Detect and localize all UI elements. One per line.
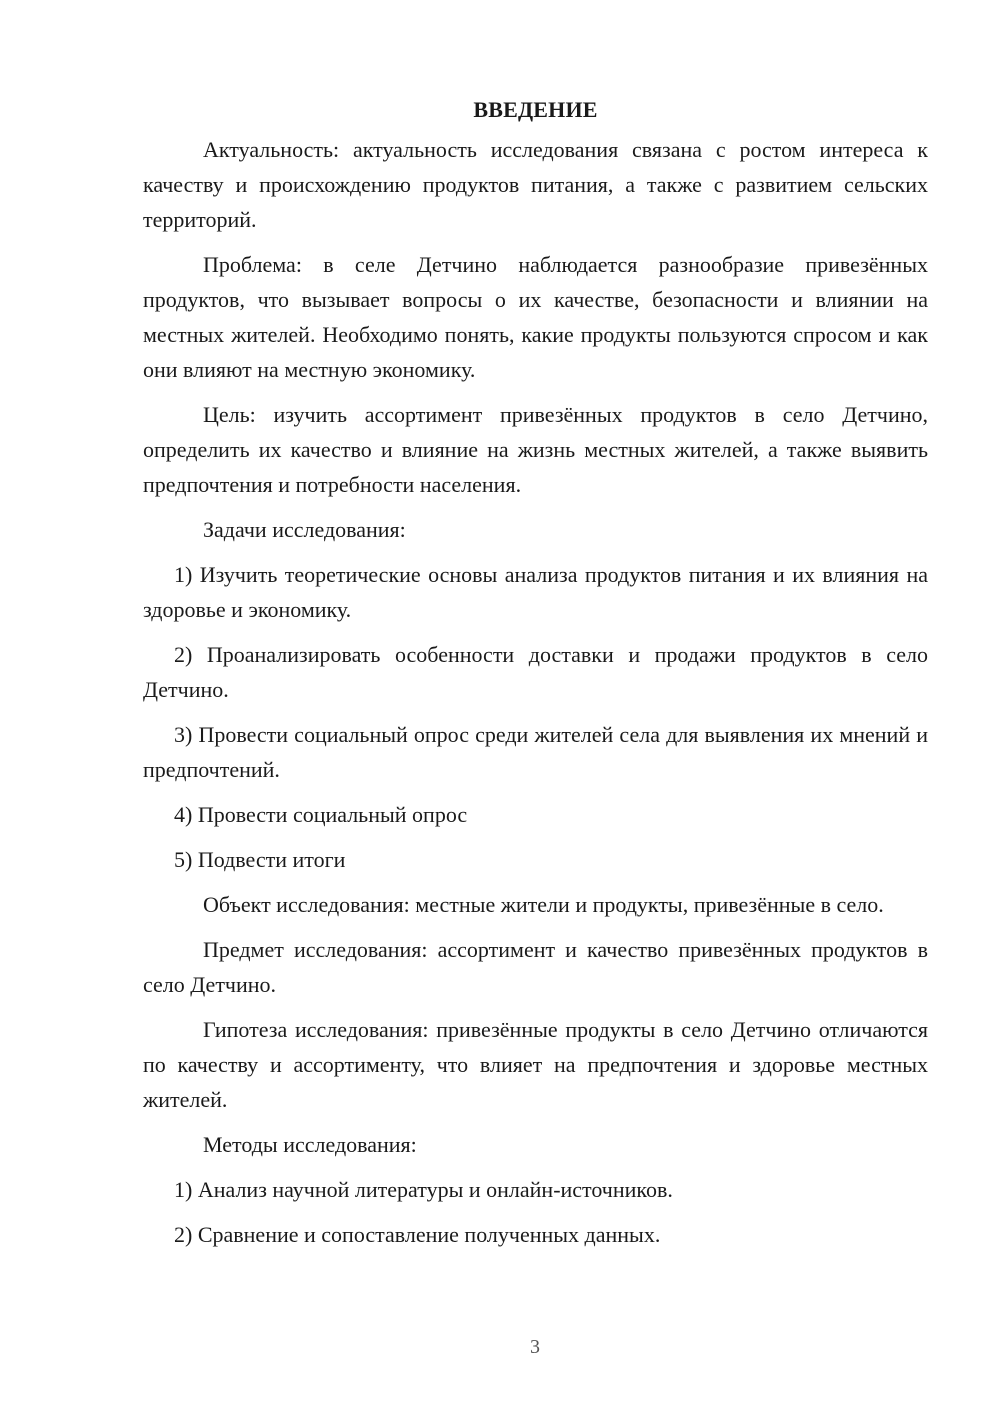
task-item-3: 3) Провести социальный опрос среди жителей села для выявления их мнений и предпочтений. [143,722,928,782]
page-number: 3 [530,1336,540,1358]
paragraph-problem: Проблема: в селе Детчино наблюдается разнообразие привезённых продуктов, что вызывает вопросы о их качестве, безопасности и влиянии на местных жителей. Необходимо понять, какие продукты пользуются спросом и как они влияют на местную экономику. [143,252,928,382]
task-item-2: 2) Проанализировать особенности доставки и продажи продуктов в село Детчино. [143,642,928,702]
task-item-4: 4) Провести социальный опрос [174,802,468,827]
paragraph-methods-heading: Методы исследования: [203,1132,417,1157]
paragraph-object: Объект исследования: местные жители и продукты, привезённые в село. [203,892,884,917]
paragraph-subject: Предмет исследования: ассортимент и качество привезённых продуктов в село Детчино. [143,937,928,997]
document-page [143,96,928,1262]
paragraph-relevance: Актуальность: актуальность исследования связана с ростом интереса к качеству и происхождению продуктов питания, а также с развитием сельских территорий. [143,137,928,232]
paragraph-hypothesis: Гипотеза исследования: привезённые продукты в село Детчино отличаются по качеству и ассортименту, что влияет на предпочтения и здоровье местных жителей. [143,1017,928,1112]
task-item-5: 5) Подвести итоги [174,847,346,872]
section-title: ВВЕДЕНИЕ [473,97,598,122]
method-item-2: 2) Сравнение и сопоставление полученных данных. [174,1222,661,1247]
task-item-1: 1) Изучить теоретические основы анализа продуктов питания и их влияния на здоровье и экономику. [143,562,928,622]
paragraph-goal: Цель: изучить ассортимент привезённых продуктов в село Детчино, определить их качество и влияние на жизнь местных жителей, а также выявить предпочтения и потребности населения. [143,402,928,497]
paragraph-tasks-heading: Задачи исследования: [203,517,406,542]
method-item-1: 1) Анализ научной литературы и онлайн-источников. [174,1177,673,1202]
